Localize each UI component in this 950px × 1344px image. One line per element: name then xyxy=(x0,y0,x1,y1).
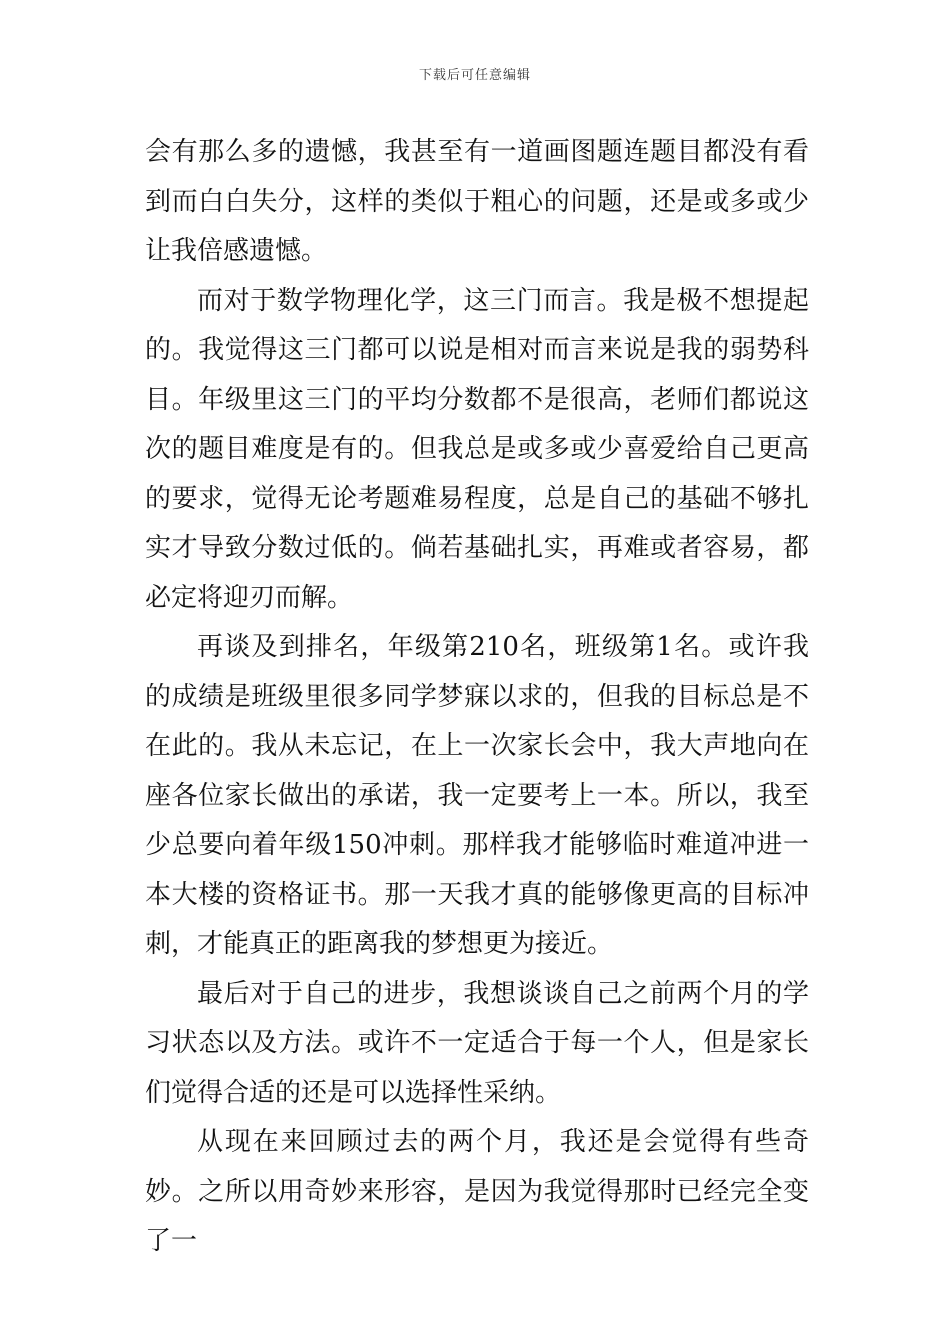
paragraph-1: 会有那么多的遗憾，我甚至有一道画图题连题目都没有看到而白白失分，这样的类似于粗心的问题，还是或多或少让我倍感遗憾。 xyxy=(145,137,809,266)
paragraph-3: 再谈及到排名，年级第210名，班级第1名。或许我的成绩是班级里很多同学梦寐以求的，但我的目标总是不在此的。我从未忘记，在上一次家长会中，我大声地向在座各位家长做出的承诺，我一定要考上一本。所以，我至少总要向着年级150冲刺。那样我才能够临时难道冲进一本大楼的资格证书。那一天我才真的能够像更高的目标冲刺，才能真正的距离我的梦想更为接近。 xyxy=(145,632,809,959)
document-body xyxy=(145,128,809,1267)
page-header-note: 下载后可任意编辑 xyxy=(418,68,531,83)
paragraph-5: 从现在来回顾过去的两个月，我还是会觉得有些奇妙。之所以用奇妙来形容，是因为我觉得那时已经完全变了一 xyxy=(145,1127,809,1256)
paragraph-4: 最后对于自己的进步，我想谈谈自己之前两个月的学习状态以及方法。或许不一定适合于每一个人，但是家长们觉得合适的还是可以选择性采纳。 xyxy=(145,978,809,1108)
paragraph-2: 而对于数学物理化学，这三门而言。我是极不想提起的。我觉得这三门都可以说是相对而言来说是我的弱势科目。年级里这三门的平均分数都不是很高，老师们都说这次的题目难度是有的。但我总是或多或少喜爱给自己更高的要求，觉得无论考题难易程度，总是自己的基础不够扎实才导致分数过低的。倘若基础扎实，再难或者容易，都必定将迎刃而解。 xyxy=(145,285,809,613)
